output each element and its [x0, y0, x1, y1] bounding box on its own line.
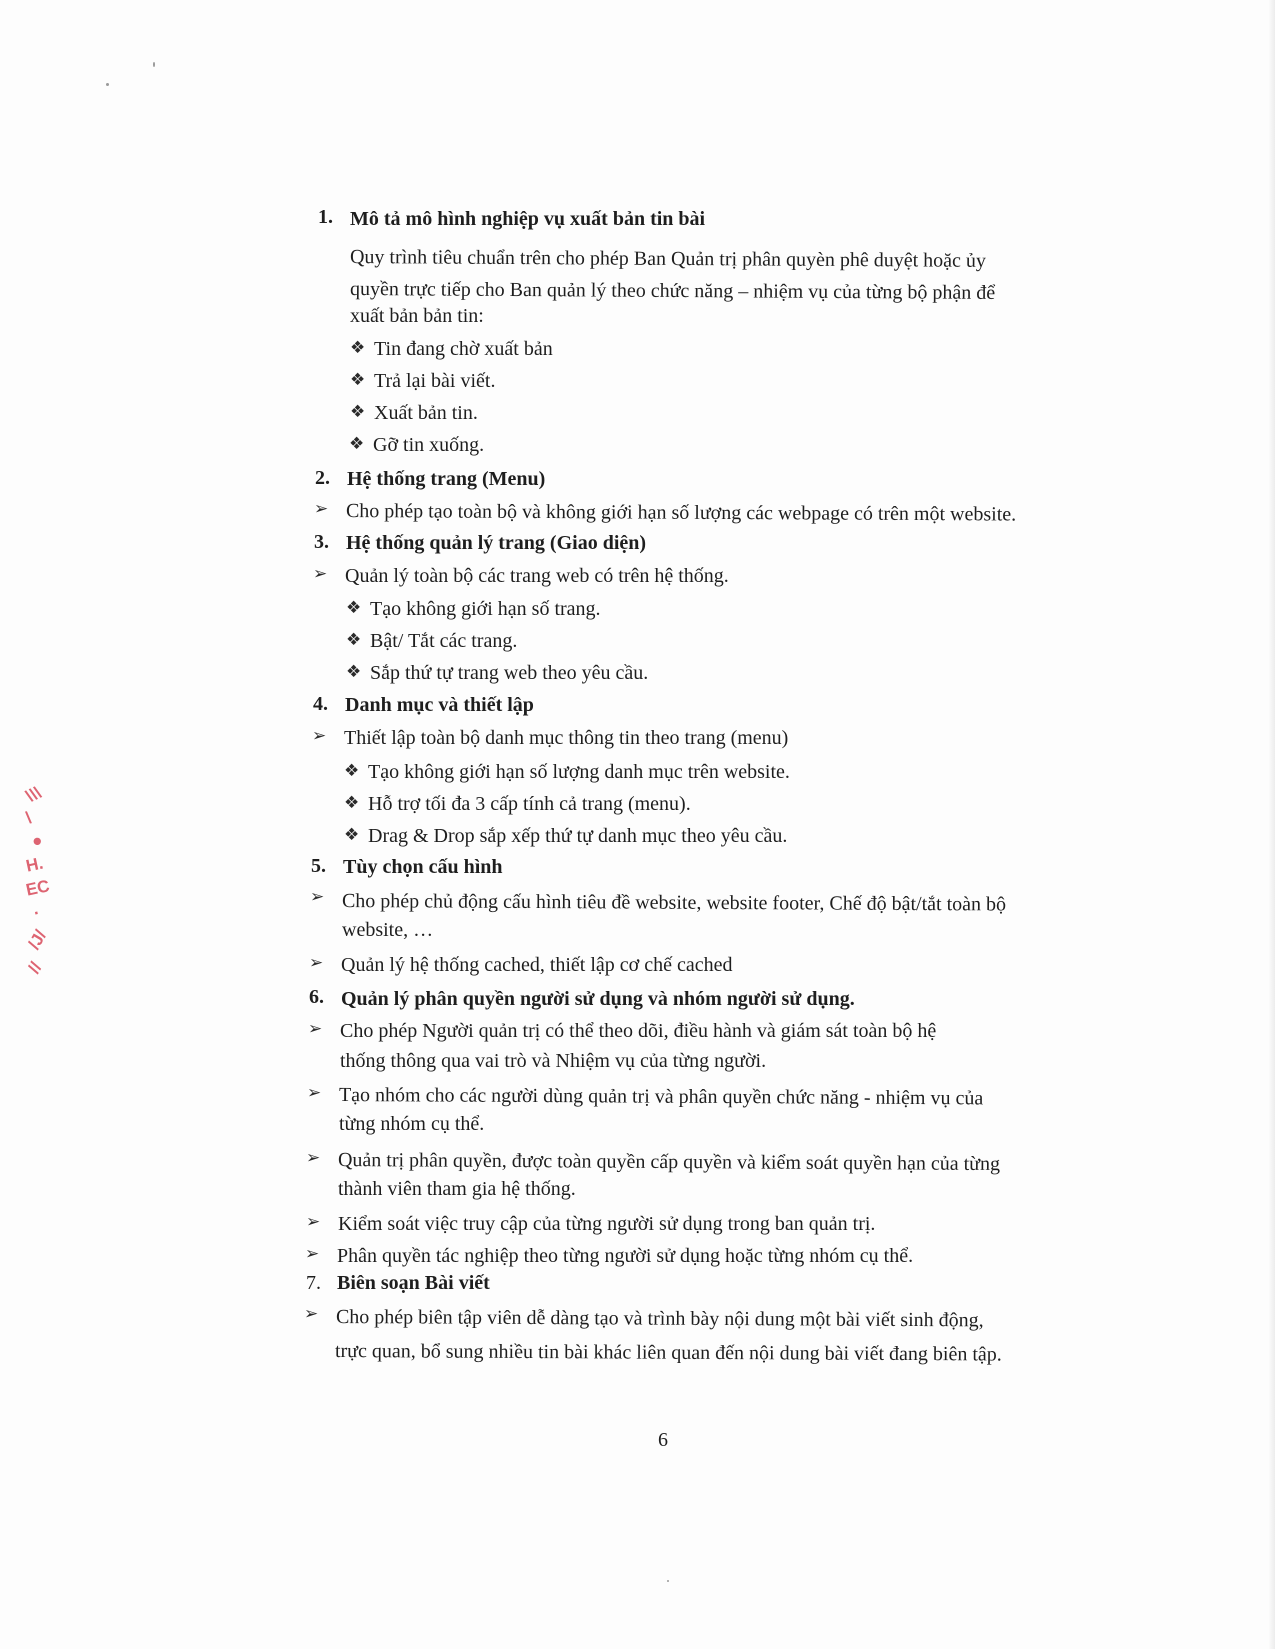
- four-diamond-bullet-icon: ❖: [344, 793, 360, 813]
- four-diamond-bullet-icon: ❖: [350, 370, 366, 390]
- section-number: 7.: [306, 1272, 321, 1294]
- arrowhead-bullet-icon: ➢: [309, 953, 324, 973]
- diamond-item: Sắp thứ tự trang web theo yêu cầu.: [370, 662, 649, 684]
- section-number: 2.: [315, 467, 330, 489]
- diamond-item: Tạo không giới hạn số lượng danh mục trên website.: [368, 761, 790, 783]
- section-number: 6.: [309, 986, 324, 1008]
- section-number: 1.: [318, 206, 333, 228]
- four-diamond-bullet-icon: ❖: [349, 434, 365, 454]
- section-number: 3.: [314, 531, 329, 553]
- arrow-item-continuation: website, …: [342, 919, 434, 941]
- page-number: 6: [658, 1429, 668, 1451]
- diamond-item: Gỡ tin xuống.: [373, 434, 485, 456]
- diamond-item: Bật/ Tắt các trang.: [370, 630, 518, 652]
- four-diamond-bullet-icon: ❖: [344, 825, 360, 845]
- four-diamond-bullet-icon: ❖: [346, 662, 362, 682]
- diamond-item: Tạo không giới hạn số trang.: [370, 598, 601, 620]
- four-diamond-bullet-icon: ❖: [350, 338, 366, 358]
- diamond-item: Drag & Drop sắp xếp thứ tự danh mục theo yêu cầu.: [368, 825, 788, 847]
- arrow-item-continuation: trực quan, bổ sung nhiều tin bài khác liên quan đến nội dung bài viết đang biên tập.: [334, 1340, 1002, 1366]
- arrowhead-bullet-icon: ➢: [314, 499, 329, 519]
- section-title: Biên soạn Bài viết: [337, 1272, 490, 1294]
- four-diamond-bullet-icon: ❖: [344, 761, 360, 781]
- arrow-item: Kiểm soát việc truy cập của từng người sử dụng trong ban quản trị.: [338, 1213, 876, 1235]
- arrowhead-bullet-icon: ➢: [305, 1244, 320, 1264]
- arrow-item: Phân quyền tác nghiệp theo từng người sử dụng hoặc từng nhóm cụ thể.: [337, 1245, 914, 1267]
- section-title: Tùy chọn cấu hình: [343, 856, 503, 878]
- section-number: 4.: [313, 693, 328, 715]
- arrow-item: Quản lý hệ thống cached, thiết lập cơ chế cached: [341, 954, 733, 976]
- arrowhead-bullet-icon: ➢: [308, 1019, 323, 1039]
- diamond-item: Trả lại bài viết.: [374, 370, 496, 392]
- arrowhead-bullet-icon: ➢: [307, 1083, 322, 1103]
- arrowhead-bullet-icon: ➢: [306, 1148, 321, 1168]
- section-title: Hệ thống trang (Menu): [347, 468, 546, 490]
- arrow-item: Quản lý toàn bộ các trang web có trên hệ thống.: [345, 565, 729, 587]
- diamond-item: Tin đang chờ xuất bản: [374, 338, 553, 360]
- paragraph-line: xuất bản bản tin:: [350, 305, 484, 327]
- arrowhead-bullet-icon: ➢: [306, 1212, 321, 1232]
- section-title: Hệ thống quản lý trang (Giao diện): [346, 532, 647, 554]
- arrow-item: Quản trị phân quyền, được toàn quyền cấp quyền và kiểm soát quyền hạn của từng: [337, 1149, 1001, 1176]
- section-title: Mô tả mô hình nghiệp vụ xuất bản tin bài: [350, 208, 706, 230]
- red-stamp-fragment: \\\ \ ● H. EC · /J/ //: [23, 782, 52, 977]
- diamond-item: Hỗ trợ tối đa 3 cấp tính cả trang (menu).: [368, 793, 691, 815]
- arrow-item: Cho phép chủ động cấu hình tiêu đề website, website footer, Chế độ bật/tắt toàn bộ: [341, 890, 1007, 916]
- four-diamond-bullet-icon: ❖: [350, 402, 366, 422]
- arrow-item-continuation: từng nhóm cụ thể.: [339, 1113, 485, 1135]
- section-title: Quản lý phân quyền người sử dụng và nhóm người sử dụng.: [341, 988, 855, 1010]
- arrow-item: Cho phép tạo toàn bộ và không giới hạn số lượng các webpage có trên một website.: [345, 500, 1017, 526]
- arrow-item: Cho phép Người quản trị có thể theo dõi, điều hành và giám sát toàn bộ hệ: [340, 1020, 937, 1042]
- paragraph-line: quyền trực tiếp cho Ban quản lý theo chức năng – nhiệm vụ của từng bộ phận để: [349, 278, 996, 304]
- diamond-item: Xuất bản tin.: [374, 402, 478, 424]
- arrowhead-bullet-icon: ➢: [304, 1304, 319, 1324]
- section-number: 5.: [311, 855, 326, 877]
- arrow-item-continuation: thành viên tham gia hệ thống.: [338, 1178, 576, 1200]
- section-title: Danh mục và thiết lập: [345, 694, 534, 716]
- arrowhead-bullet-icon: ➢: [313, 564, 328, 584]
- arrowhead-bullet-icon: ➢: [310, 887, 325, 907]
- four-diamond-bullet-icon: ❖: [346, 598, 362, 618]
- arrow-item: Tạo nhóm cho các người dùng quản trị và phân quyền chức năng - nhiệm vụ của: [338, 1084, 984, 1110]
- arrowhead-bullet-icon: ➢: [312, 726, 327, 746]
- four-diamond-bullet-icon: ❖: [346, 630, 362, 650]
- paragraph-line: Quy trình tiêu chuẩn trên cho phép Ban Quản trị phân quyèn phê duyệt hoặc ủy: [349, 246, 986, 272]
- arrow-item: Thiết lập toàn bộ danh mục thông tin theo trang (menu): [344, 727, 789, 749]
- arrow-item: Cho phép biên tập viên dễ dàng tạo và trình bày nội dung một bài viết sinh động,: [335, 1306, 984, 1332]
- arrow-item-continuation: thống thông qua vai trò và Nhiệm vụ của từng người.: [340, 1050, 767, 1072]
